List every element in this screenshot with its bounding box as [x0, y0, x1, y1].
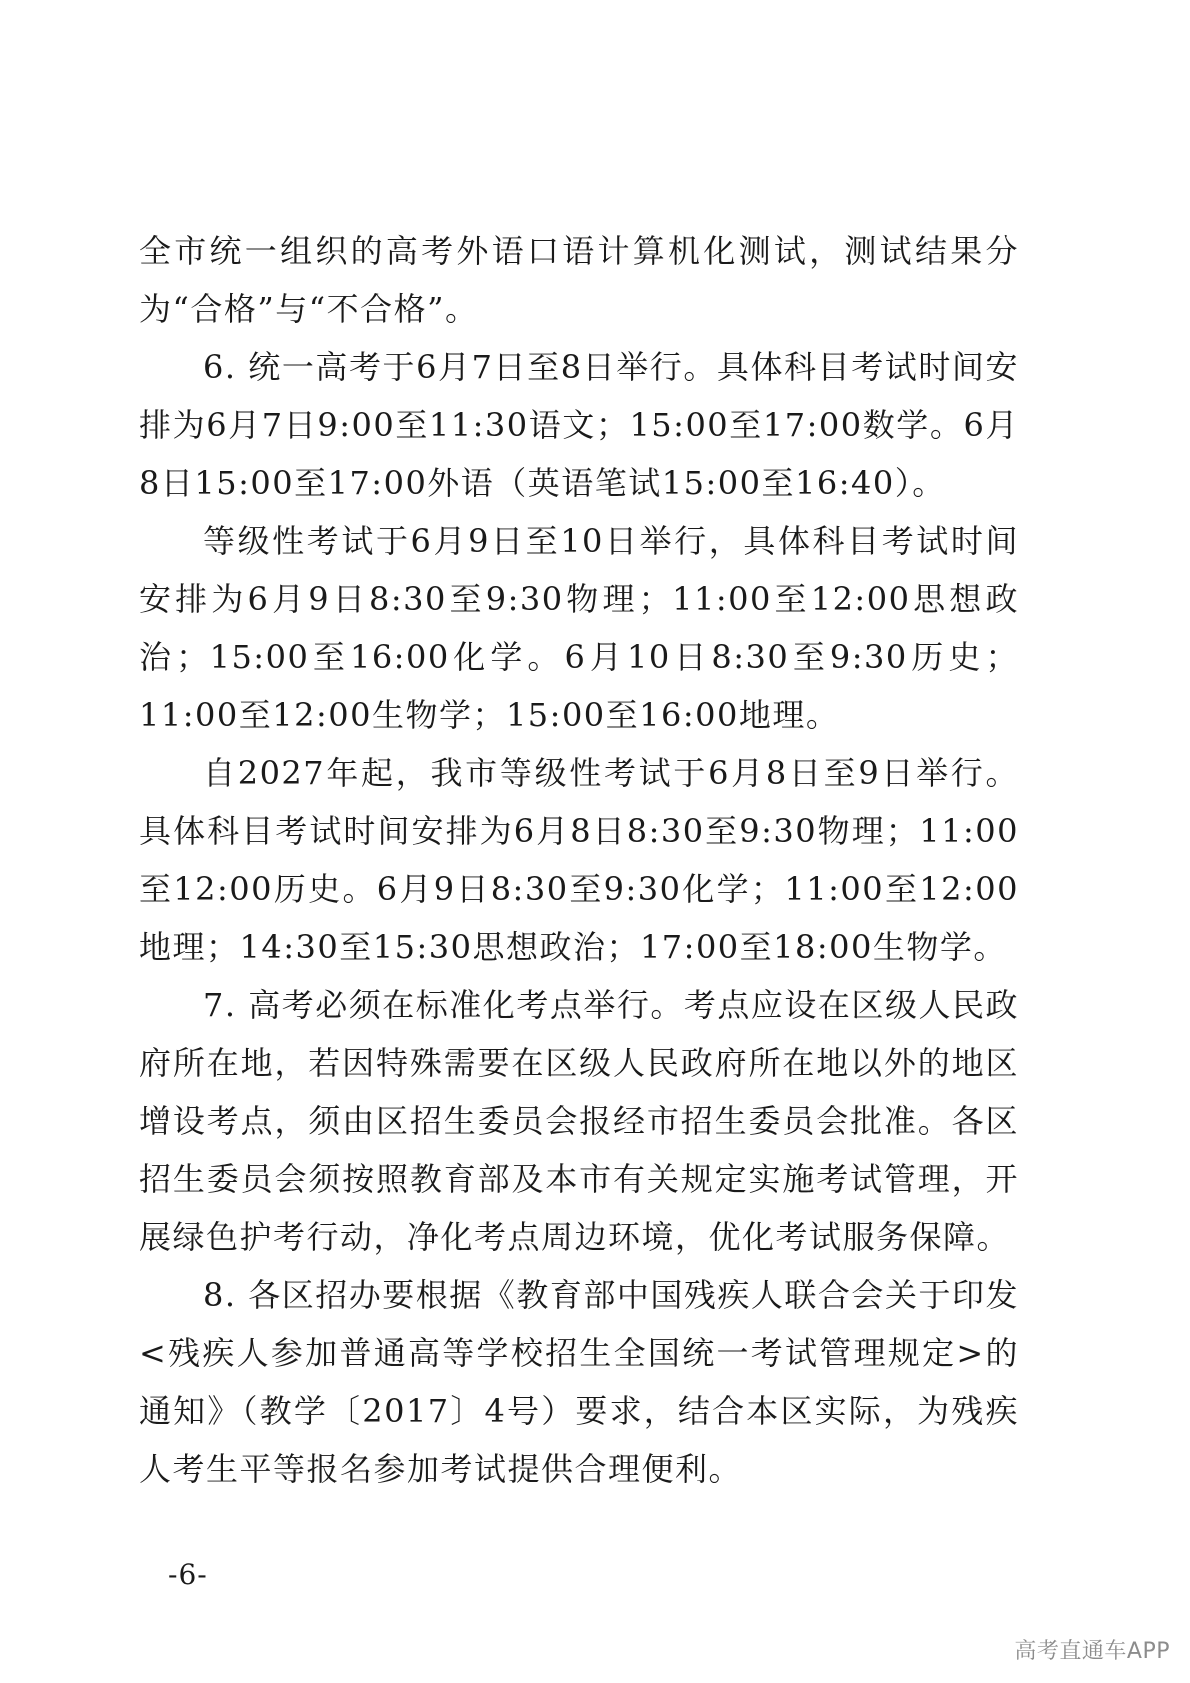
paragraph-item-6: 6. 统一高考于6月7日至8日举行。具体科目考试时间安排为6月7日9:00至11:30语文；15:00至17:00数学。6月8日15:00至17:00外语（英语笔试15:00至16:40）。 — [139, 348, 1019, 502]
document-body — [139, 222, 1019, 1498]
paragraph-continuation: 全市统一组织的高考外语口语计算机化测试，测试结果分为“合格”与“不合格”。 — [139, 232, 1019, 328]
paragraph-item-7: 7. 高考必须在标准化考点举行。考点应设在区级人民政府所在地，若因特殊需要在区级人民政府所在地以外的地区增设考点，须由区招生委员会报经市招生委员会批准。各区招生委员会须按照教育部及本市有关规定实施考试管理，开展绿色护考行动，净化考点周边环境，优化考试服务保障。 — [139, 986, 1019, 1256]
paragraph-grade-exam-schedule: 等级性考试于6月9日至10日举行，具体科目考试时间安排为6月9日8:30至9:30物理；11:00至12:00思想政治；15:00至16:00化学。6月10日8:30至9:30历史；11:00至12:00生物学；15:00至16:00地理。 — [139, 522, 1019, 734]
watermark: 高考直通车APP — [1014, 1639, 1170, 1664]
page-number: -6- — [168, 1558, 208, 1591]
paragraph-2027-schedule: 自2027年起，我市等级性考试于6月8日至9日举行。具体科目考试时间安排为6月8日8:30至9:30物理；11:00至12:00历史。6月9日8:30至9:30化学；11:00至12:00地理；14:30至15:30思想政治；17:00至18:00生物学。 — [139, 754, 1019, 966]
paragraph-item-8: 8. 各区招办要根据《教育部中国残疾人联合会关于印发<残疾人参加普通高等学校招生全国统一考试管理规定>的通知》（教学〔2017〕4号）要求，结合本区实际，为残疾人考生平等报名参加考试提供合理便利。 — [139, 1276, 1019, 1488]
